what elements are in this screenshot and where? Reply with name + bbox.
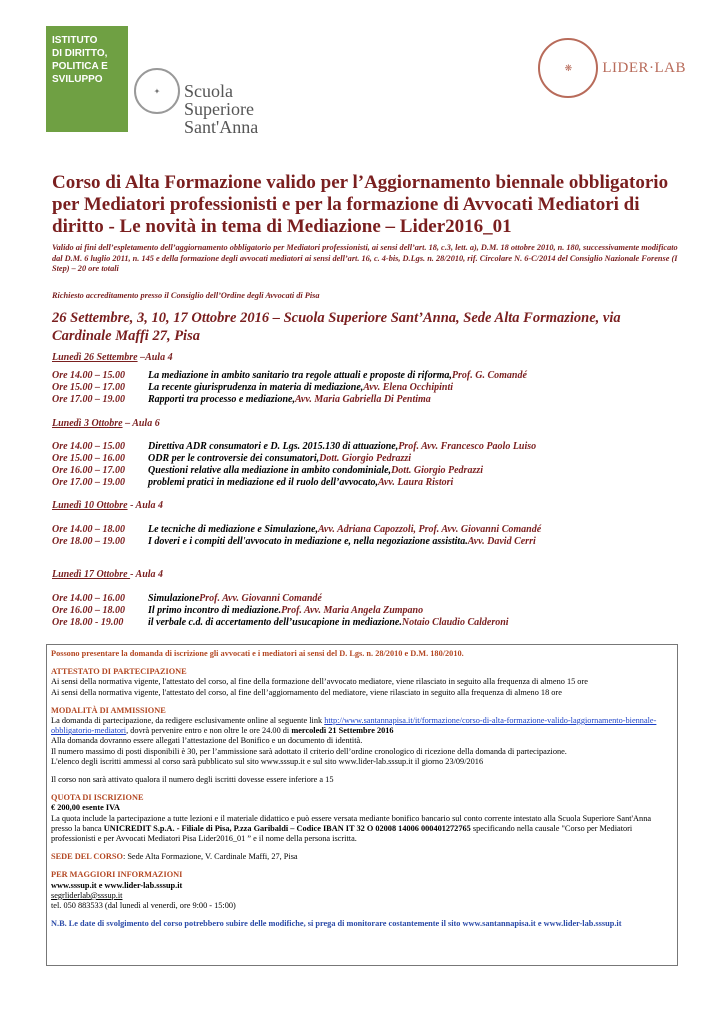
attestato-line: Ai sensi della normativa vigente, l'attestato del corso, al fine della formazione dell’avvocato mediatore, viene rilasciato in seguito alla frequenza di almeno 15 ore xyxy=(51,677,588,687)
slot-time: Ore 15.00 – 16.00 xyxy=(52,453,126,464)
slot-topic: Questioni relative alla mediazione in ambito condominiale, xyxy=(148,465,392,476)
lider-seal-icon: ❋ xyxy=(538,38,598,98)
day-heading xyxy=(52,569,682,581)
slot-topic: Direttiva ADR consumatori e D. Lgs. 2015.130 di attuazione, xyxy=(148,441,399,452)
scuola-logo-text-area xyxy=(128,26,298,137)
day-heading xyxy=(52,500,682,512)
bank-details: UNICREDIT S.p.A. - Filiale di Pisa, P.zza Garibaldi – Codice IBAN IT 32 O 02008 14006 000401272765 xyxy=(103,823,471,833)
slot-time: Ore 14.00 – 15.00 xyxy=(52,370,126,381)
info-box xyxy=(46,644,678,966)
quota-bank-line xyxy=(51,824,673,834)
minimum-participants-note: Il corso non sarà attivato qualora il numero degli iscritti dovesse essere inferiore a 15 xyxy=(51,775,334,785)
slot-topic: La recente giurisprudenza in materia di mediazione, xyxy=(148,382,364,393)
modalita-line: Alla domanda dovranno essere allegati l’attestazione del Bonifico e un documento di identità. xyxy=(51,736,363,746)
schedule-row xyxy=(52,441,682,453)
istituto-logo-block xyxy=(46,26,128,132)
day-block xyxy=(52,500,682,548)
logo-line: ISTITUTO xyxy=(52,35,98,46)
application-link[interactable]: http://www.santannapisa.it/it/formazione/corso-di-alta-formazione-valido-laggiornamento-biennale-obbligatorio-mediatori xyxy=(51,716,657,736)
course-title: Corso di Alta Formazione valido per l’Aggiornamento biennale obbligatorio per Mediatori professionisti e per la formazione di Avvocati Mediatori di diritto - Le novità in tema di Mediazione – Lider2016_01 xyxy=(52,172,669,237)
slot-speaker: Avv. David Cerri xyxy=(467,536,536,547)
day-block xyxy=(52,418,682,489)
quota-line: professionisti e per Avvocati Mediatori Pisa Lider2016_01 ” e il nome della persona iscritta. xyxy=(51,834,357,844)
sede-line xyxy=(51,852,673,862)
schedule-row xyxy=(52,394,682,406)
slot-speaker: Prof. Avv. Maria Angela Zumpano xyxy=(281,605,424,616)
info-email[interactable]: segrliderlab@sssup.it xyxy=(51,890,123,900)
slot-time: Ore 14.00 – 16.00 xyxy=(52,593,126,604)
quota-amount: € 200,00 esente IVA xyxy=(51,803,120,813)
course-dates: 26 Settembre, 3, 10, 17 Ottobre 2016 – Scuola Superiore Sant’Anna, Sede Alta Formazione, via Cardinale Maffi 27, Pisa xyxy=(52,310,621,344)
modalita-paragraph xyxy=(51,716,673,736)
schedule-row xyxy=(52,465,682,477)
sede-heading: SEDE DEL CORSO xyxy=(51,852,123,862)
schedule-row xyxy=(52,453,682,465)
slot-speaker: Avv. Maria Gabriella Di Pentima xyxy=(294,394,431,405)
deadline-date: mercoledì 21 Settembre 2016 xyxy=(291,726,394,736)
slot-time: Ore 14.00 – 15.00 xyxy=(52,441,126,452)
schedule-row xyxy=(52,617,682,629)
schedule-row xyxy=(52,605,682,617)
schedule-row xyxy=(52,382,682,394)
info-phone: tel. 050 883533 (dal lunedì al venerdì, ore 9:00 - 15:00) xyxy=(51,901,236,911)
schedule-row xyxy=(52,593,682,605)
scuola-name-line-2: Sant'Anna xyxy=(184,117,259,137)
day-heading xyxy=(52,418,682,430)
slot-speaker: Dott. Giorgio Pedrazzi xyxy=(319,453,412,464)
slot-topic: La mediazione in ambito sanitario tra regole attuali e proposte di riforma, xyxy=(148,370,452,381)
slot-time: Ore 17.00 – 19.00 xyxy=(52,394,126,405)
day-date: Lunedì 3 Ottobre xyxy=(52,418,123,429)
modalita-line: Il numero massimo di posti disponibili è 30, per l’ammissione sarà adottato il criterio dell’ordine cronologico di ricezione della domanda di partecipazione. xyxy=(51,746,567,756)
scuola-name-line-1: Scuola Superiore xyxy=(184,81,254,119)
quota-text: presso la banca xyxy=(51,823,104,833)
schedule-change-note: N.B. Le date di svolgimento del corso potrebbero subire delle modifiche, si prega di monitorare costantemente il sito www.santannapisa.it e www.lider-lab.sssup.it xyxy=(51,919,622,929)
modalita-heading: MODALITÀ DI AMMISSIONE xyxy=(51,705,166,715)
day-date: Lunedì 26 Settembre xyxy=(52,352,138,363)
info-heading: PER MAGGIORI INFORMAZIONI xyxy=(51,870,183,880)
day-block xyxy=(52,352,682,406)
day-room: –Aula 4 xyxy=(137,352,173,363)
scuola-seal-icon: ✦ xyxy=(134,68,180,114)
quota-line: La quota include la partecipazione a tutte lezioni e il materiale didattico e può essere versata mediante bonifico bancario sul conto corrente intestato alla Scuola Superiore Sant'Anna xyxy=(51,813,652,823)
day-room: - Aula 4 xyxy=(127,500,164,511)
slot-topic: I doveri e i compiti dell'avvocato in mediazione e, nella negoziazione assistita. xyxy=(148,536,468,547)
slot-topic: Il primo incontro di mediazione. xyxy=(148,605,282,616)
slot-time: Ore 16.00 – 17.00 xyxy=(52,465,126,476)
slot-topic: problemi pratici in mediazione ed il ruolo dell’avvocato, xyxy=(148,477,378,488)
validity-note: Valido ai fini dell’espletamento dell’aggiornamento obbligatorio per Mediatori professionisti, ai sensi dell’art. 18, c.3, lett. a), D.M. 18 ottobre 2010, n. 180, successivamente modificato dal D.M. 6 luglio 2011, n. 145 e della formazione degli avvocati mediatori ai sensi dell’art. 16, c. 4-bis, D.Lgs. n. 28/2010, rif. Circolare N. 6-C/2014 del Consiglio Nazionale Forense (I Step) – 20 ore totali xyxy=(52,243,678,273)
slot-time: Ore 18.00 – 19.00 xyxy=(52,536,126,547)
quota-text: specificando nella causale "Corso per Mediatori xyxy=(470,823,633,833)
slot-time: Ore 15.00 – 17.00 xyxy=(52,382,126,393)
slot-speaker: Prof. Avv. Giovanni Comandé xyxy=(199,593,322,604)
schedule-row xyxy=(52,536,682,548)
slot-speaker: Prof. G. Comandé xyxy=(451,370,527,381)
schedule-row xyxy=(52,524,682,536)
accreditation-note: Richiesto accreditamento presso il Consiglio dell’Ordine degli Avvocati di Pisa xyxy=(52,291,320,300)
attestato-heading: ATTESTATO DI PARTECIPAZIONE xyxy=(51,667,187,677)
slot-time: Ore 16.00 – 18.00 xyxy=(52,605,126,616)
day-room: - Aula 4 xyxy=(130,569,164,580)
slot-speaker: Notaio Claudio Calderoni xyxy=(401,617,509,628)
slot-speaker: Prof. Avv. Francesco Paolo Luiso xyxy=(398,441,537,452)
day-room: – Aula 6 xyxy=(122,418,160,429)
slot-time: Ore 14.00 – 18.00 xyxy=(52,524,126,535)
logo-line: DI DIRITTO, xyxy=(52,48,108,59)
slot-topic: ODR per le controversie dei consumatori, xyxy=(148,453,320,464)
schedule-row xyxy=(52,477,682,489)
slot-speaker: Avv. Adriana Capozzoli, Prof. Avv. Giovanni Comandé xyxy=(318,524,542,535)
day-date: Lunedì 10 Ottobre xyxy=(52,500,128,511)
quota-heading: QUOTA DI ISCRIZIONE xyxy=(51,793,144,803)
lider-lab-name: LIDER·LAB xyxy=(602,59,686,76)
slot-topic: Rapporti tra processo e mediazione, xyxy=(148,394,295,405)
sede-text: : Sede Alta Formazione, V. Cardinale Maffi, 27, Pisa xyxy=(122,852,298,862)
slot-topic: Le tecniche di mediazione e Simulazione, xyxy=(148,524,318,535)
slot-speaker: Avv. Elena Occhipinti xyxy=(363,382,454,393)
day-date: Lunedì 17 Ottobre xyxy=(52,569,131,580)
slot-speaker: Dott. Giorgio Pedrazzi xyxy=(391,465,484,476)
slot-speaker: Avv. Laura Ristori xyxy=(377,477,454,488)
eligibility-note: Possono presentare la domanda di iscrizione gli avvocati e i mediatori ai sensi del D. Lgs. n. 28/2010 e D.M. 180/2010. xyxy=(51,649,464,658)
attestato-line: Ai sensi della normativa vigente, l'attestato del corso, al fine dell’aggiornamento del mediatore, viene rilasciato in seguito alla frequenza di almeno 18 ore xyxy=(51,687,562,697)
slot-topic: il verbale c.d. di accertamento dell’usucapione in mediazione. xyxy=(148,617,402,628)
info-websites: www.sssup.it e www.lider-lab.sssup.it xyxy=(51,880,183,890)
logo-line: POLITICA E xyxy=(52,61,108,72)
modalita-text: , dovrà pervenire entro e non oltre le ore 24.00 di xyxy=(126,726,292,736)
day-heading xyxy=(52,352,682,364)
scuola-sant-anna-logo xyxy=(46,26,298,137)
slot-time: Ore 18.00 - 19.00 xyxy=(52,617,124,628)
slot-time: Ore 17.00 – 19.00 xyxy=(52,477,126,488)
day-block xyxy=(52,569,682,629)
modalita-line: L'elenco degli iscritti ammessi al corso sarà pubblicato sul sito www.sssup.it e sul sito www.lider-lab.sssup.it il giorno 23/09/2016 xyxy=(51,756,484,766)
modalita-text: La domanda di partecipazione, da redigere esclusivamente online al seguente link xyxy=(51,716,325,726)
logo-line: SVILUPPO xyxy=(52,74,103,85)
schedule-row xyxy=(52,370,682,382)
lider-lab-logo xyxy=(538,38,686,98)
scuola-name xyxy=(184,82,298,136)
page-header xyxy=(46,26,686,138)
slot-topic: Simulazione xyxy=(148,593,200,604)
